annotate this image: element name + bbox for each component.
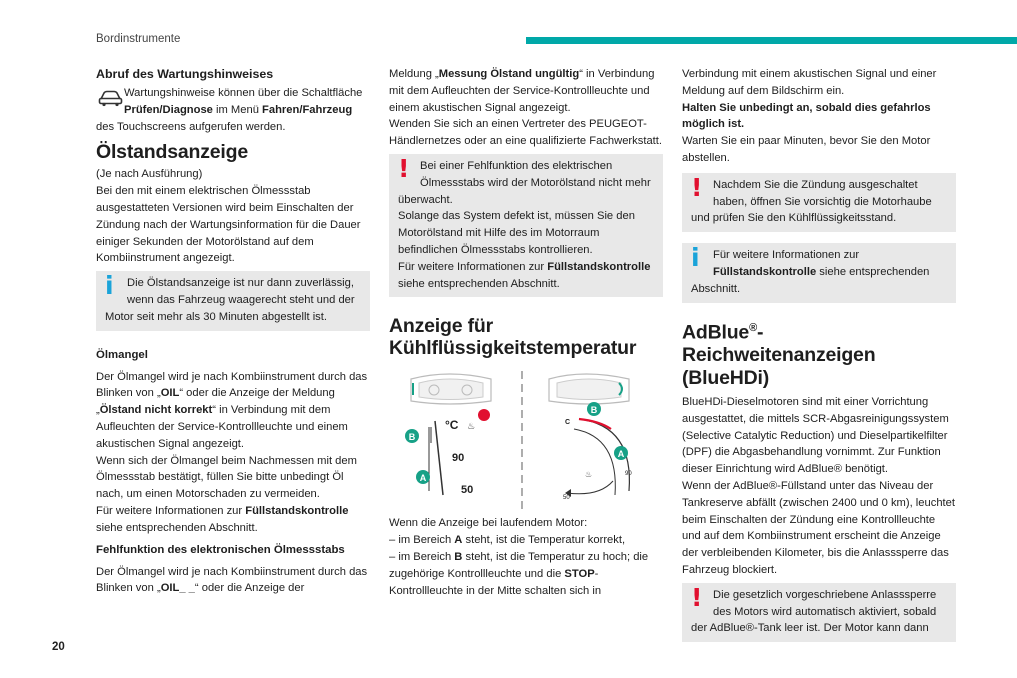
tick-90: 90 [452,452,465,465]
left-cluster-icon [411,374,491,404]
mangel-paragraph-3: Für weitere Informationen zur Füllstandskontrolle siehe entsprechenden Abschnitt. [96,504,349,534]
kuehl-info-note: i Für weitere Informationen zur Füllstandskontrolle siehe entsprechenden Abschnitt. [682,243,956,302]
temperature-diagram [389,371,663,511]
fehl-continued-2: Wenden Sie sich an einen Vertreter des PEUGEOT-Händlernetzes oder an eine qualifizierte Fachwerkstatt. [389,118,662,148]
tick-50: 50 [461,484,474,497]
kuehl-continued-2: Warten Sie ein paar Minuten, bevor Sie den Motor abstellen. [682,135,931,164]
running-header: Bordinstrumente [96,33,181,45]
temperature-gauge-illustration [389,371,663,511]
svg-text:♨: ♨ [585,470,593,480]
mangel-paragraph-2: Wenn sich der Ölmangel beim Nachmessen mit dem Ölmessstab bestätigt, füllen Sie bitte unbedingt Öl nach, um einen Motorschaden zu vermeiden. [96,454,357,501]
kuehl-bullet-b: – im Bereich B steht, ist die Temperatur zu hoch; die zugehörige Kontrollleuchte und die STOP-Kontrollleuchte in der Mitte schalten sich in [389,550,649,597]
info-icon: i [105,271,114,301]
adblue-heading: AdBlue®-Reichweitenanzeigen (BlueHDi) [682,321,876,390]
warning-icon: ! [398,153,410,183]
car-icon [96,87,124,107]
oel-paragraph: Bei den mit einem elektrischen Ölmessstab ausgestatteten Versionen wird beim Einschalten der Zündung nach der Wartungsinformation für die Dauer einiger Sekunden der Motorölstand auf dem Kombiinstrument angezeigt. [96,185,361,265]
right-cluster-icon [549,374,629,404]
mangel-paragraph: Der Ölmangel wird je nach Kombiinstrument durch das Blinken von „OIL“ oder die Anzeige der Meldung „Ölstand nicht korrekt“ in Verbindung mit dem Aufleuchten der Service-Kontrollleuchte und einem akustischen Signal angezeigt. [96,370,368,450]
warning-icon: ! [691,172,703,202]
fehl-continued: Meldung „Messung Ölstand ungültig“ in Verbindung mit dem Aufleuchten der Service-Kontrollleuchte und einem akustischen Signal angezeigt. [389,68,655,114]
mangel-heading: Ölmangel [96,348,148,361]
oel-heading: Ölstandsanzeige [96,141,248,164]
svg-text:C: C [565,419,571,427]
kuehl-warning-note: ! Nachdem Sie die Zündung ausgeschaltet haben, öffnen Sie vorsichtig die Motorhaube und prüfen Sie den Kühlflüssigkeitsstand. [682,173,956,232]
info-icon: i [691,243,700,273]
kuehl-paragraph: Wenn die Anzeige bei laufendem Motor: [389,517,588,530]
adblue-paragraph-2: Wenn der AdBlue®-Füllstand unter das Niveau der Tankreserve abfällt (zwischen 2400 und 0 km), leuchtet beim Einschalten der Zündung eine Kontrollleuchte und auf dem Kombiinstrument erscheint die Anzeige der verbleibenden Kilometer, bis die Anlasssperre das Fahrzeug blockiert. [682,480,955,577]
svg-text:90: 90 [625,471,632,478]
column-2 [389,66,663,599]
svg-text:A: A [617,449,625,460]
adblue-paragraph-1: BlueHDi-Dieselmotoren sind mit einer Vorrichtung ausgestattet, die mittels SCR-Abgasreinigungssystem (Selective Catalytic Reduction) und Dieselpartikelfilter (DPF) die Abgasbehandlung vornimmt. Zur Funktion dieser Einrichtung wird AdBlue® benötigt. [682,396,949,476]
fehl-warning-note: ! Bei einer Fehlfunktion des elektrischen Ölmessstabs wird der Motorölstand nicht mehr überwacht. Solange das System defekt ist, müssen Sie den Motorölstand mit Hilfe des im Motorraum befindlichen Ölmessstabs kontrollieren. Für weitere Informationen zur Füllstandskontrolle siehe entsprechenden Abschnitt. [389,154,663,297]
svg-text:B: B [408,432,416,443]
warning-light [478,409,490,421]
kuehl-bold-instruction: Halten Sie unbedingt an, sobald dies gefahrlos möglich ist. [682,101,931,131]
unit-label: °C [445,418,459,433]
oel-info-text: Die Ölstandsanzeige ist nur dann zuverlässig, wenn das Fahrzeug waagerecht steht und der Motor seit mehr als 30 Minuten abgestellt ist. [105,277,355,323]
kuehl-bullet-a: – im Bereich A steht, ist die Temperatur korrekt, [389,534,626,547]
kuehl-continued: Verbindung mit einem akustischen Signal und einer Meldung auf dem Bildschirm ein. [682,68,937,97]
adblue-warning-note: ! Die gesetzlich vorgeschriebene Anlasssperre des Motors wird automatisch aktiviert, sobald der AdBlue®-Tank leer ist. Der Motor kann dann [682,583,956,642]
svg-text:50: 50 [563,495,570,502]
wartung-heading: Abruf des Wartungshinweises [96,67,274,81]
column-3 [682,66,956,642]
column-1 [96,66,370,597]
fehl-heading: Fehlfunktion des elektronischen Ölmessstabs [96,543,345,556]
oel-info-note [96,271,370,330]
svg-text:♨: ♨ [467,422,476,433]
svg-text:A: A [419,473,427,484]
header-accent-bar [526,37,1017,44]
wartung-paragraph: Wartungshinweise können über die Schaltfläche Prüfen/Diagnose im Menü Fahren/Fahrzeug des Touchscreens aufgerufen werden. [96,87,363,133]
svg-text:B: B [590,405,598,416]
fehl-paragraph: Der Ölmangel wird je nach Kombiinstrument durch das Blinken von „OIL_ _“ oder die Anzeige der [96,565,368,595]
oel-subtitle: (Je nach Ausführung) [96,168,203,181]
warning-icon: ! [691,582,703,612]
kuehl-heading: Anzeige für Kühlflüssigkeitstemperatur [389,315,637,360]
page-number: 20 [52,641,65,653]
